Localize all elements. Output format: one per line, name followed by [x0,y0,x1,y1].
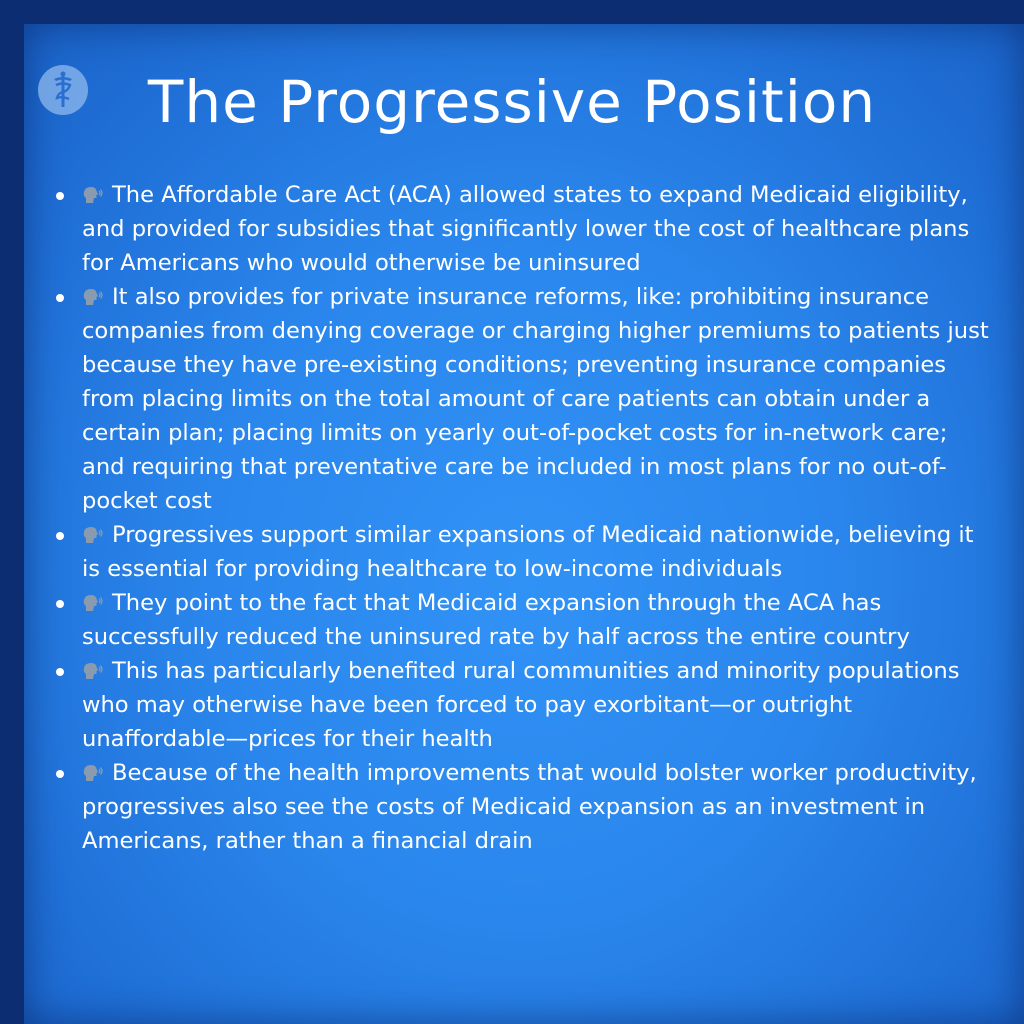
bullet-text: It also provides for private insurance reforms, like: prohibiting insurance companies from denying coverage or charging higher premiums to patients just because they have pre-existing conditions; preventing insurance companies from placing limits on the total amount of care patients can obtain under a certain plan; placing limits on yearly out-of-pocket costs for in-network care; and requiring that preventative care be included in most plans for no out-of-pocket cost [82,284,989,514]
bullet-dot [56,192,64,200]
bullet-item [52,280,992,518]
bullet-text: Because of the health improvements that would bolster worker productivity, progressives also see the costs of Medicaid expansion as an investment in Americans, rather than a financial drain [82,760,977,854]
speaking-head-icon [82,593,104,613]
bullet-item [52,178,992,280]
speaking-head-icon [82,763,104,783]
bullet-text: They point to the fact that Medicaid expansion through the ACA has successfully reduced the uninsured rate by half across the entire country [82,590,910,650]
bullet-dot [56,294,64,302]
bullet-list [52,178,992,858]
page-title: The Progressive Position [147,68,877,136]
bullet-dot [56,770,64,778]
bullet-dot [56,600,64,608]
bullet-text: This has particularly benefited rural communities and minority populations who may otherwise have been forced to pay exorbitant—or outright unaffordable—prices for their health [82,658,960,752]
bullet-item [52,654,992,756]
bullet-dot [56,668,64,676]
speaking-head-icon [82,661,104,681]
bullet-item [52,518,992,586]
speaking-head-icon [82,525,104,545]
speaking-head-icon [82,287,104,307]
bullet-item [52,756,992,858]
bullet-text: The Affordable Care Act (ACA) allowed states to expand Medicaid eligibility, and provided for subsidies that significantly lower the cost of healthcare plans for Americans who would otherwise be uninsured [82,182,970,276]
bullet-dot [56,532,64,540]
bullet-item [52,586,992,654]
speaking-head-icon [82,185,104,205]
bullet-text: Progressives support similar expansions of Medicaid nationwide, believing it is essential for providing healthcare to low-income individuals [82,522,974,582]
